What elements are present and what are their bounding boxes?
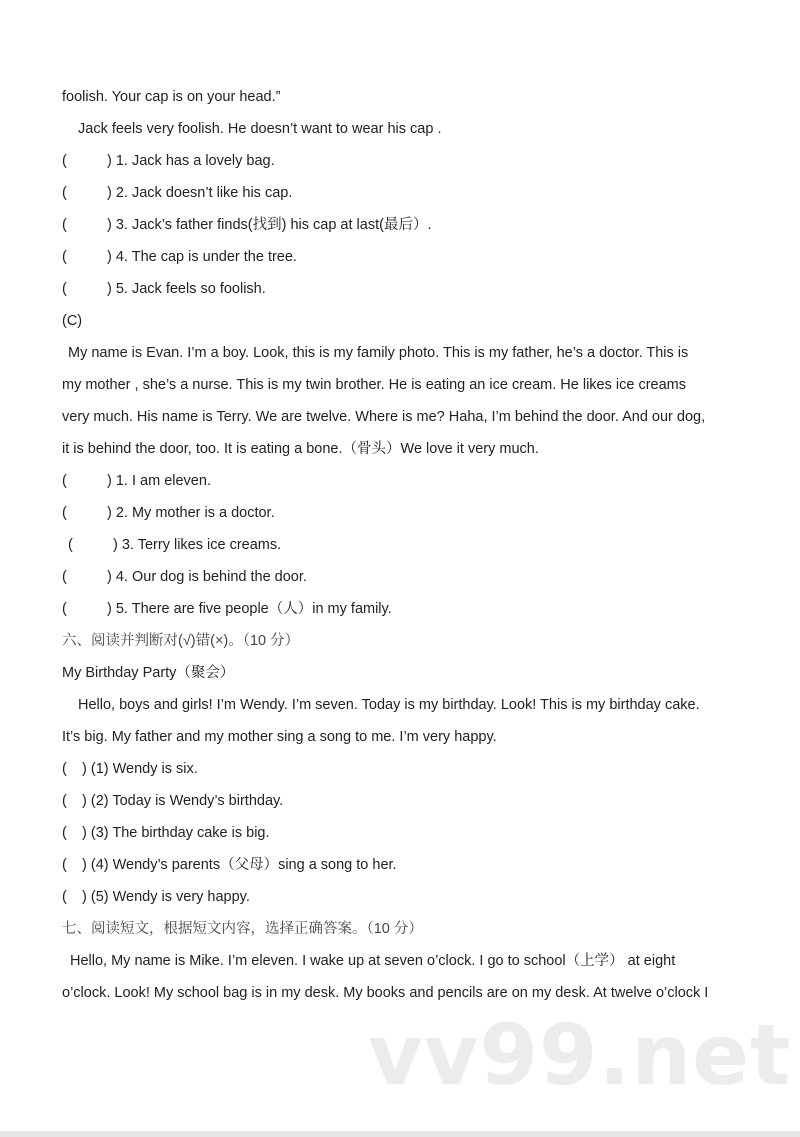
- passage-line: it is behind the door, too. It is eating a bone.（骨头）We love it very much.: [62, 441, 539, 457]
- section-7-heading: 七、阅读短文，根据短文内容，选择正确答案。（10 分）: [62, 921, 423, 937]
- passage-line: Hello, My name is Mike. I’m eleven. I wake up at seven o’clock. I go to school（上学） at eight: [70, 953, 676, 969]
- worksheet-page: [62, 81, 727, 1009]
- question-6-3: ( ) (3) The birthday cake is big.: [62, 825, 270, 841]
- section-c-label: (C): [62, 313, 83, 329]
- watermark: vv99.net: [368, 1006, 792, 1104]
- passage-title: My Birthday Party（聚会）: [62, 665, 235, 681]
- question-6-1: ( ) (1) Wendy is six.: [62, 761, 198, 777]
- passage-line: o’clock. Look! My school bag is in my desk. My books and pencils are on my desk. At twelve o’clock I: [62, 985, 709, 1001]
- question-c2: ( ) 2. My mother is a doctor.: [62, 505, 275, 521]
- question-b4: ( ) 4. The cap is under the tree.: [62, 249, 297, 265]
- page-bottom-edge: [0, 1131, 800, 1137]
- passage-line: very much. His name is Terry. We are twelve. Where is me? Haha, I’m behind the door. And our dog,: [62, 409, 706, 425]
- passage-line: Hello, boys and girls! I’m Wendy. I’m seven. Today is my birthday. Look! This is my birthday cake.: [78, 697, 700, 713]
- question-6-2: ( ) (2) Today is Wendy’s birthday.: [62, 793, 284, 809]
- passage-line: my mother , she’s a nurse. This is my twin brother. He is eating an ice cream. He likes ice creams: [62, 377, 687, 393]
- question-b3: ( ) 3. Jack’s father finds(找到) his cap at last(最后）.: [62, 217, 432, 233]
- section-6-heading: 六、阅读并判断对(√)错(×)。（10 分）: [62, 633, 300, 649]
- question-c5: ( ) 5. There are five people（人）in my family.: [62, 601, 392, 617]
- question-b1: ( ) 1. Jack has a lovely bag.: [62, 153, 275, 169]
- question-c3: ( ) 3. Terry likes ice creams.: [68, 537, 282, 553]
- passage-line: foolish. Your cap is on your head.”: [62, 89, 281, 105]
- passage-line: It’s big. My father and my mother sing a song to me. I’m very happy.: [62, 729, 497, 745]
- question-6-4: ( ) (4) Wendy’s parents（父母）sing a song to her.: [62, 857, 397, 873]
- question-6-5: ( ) (5) Wendy is very happy.: [62, 889, 250, 905]
- question-c4: ( ) 4. Our dog is behind the door.: [62, 569, 307, 585]
- question-c1: ( ) 1. I am eleven.: [62, 473, 211, 489]
- passage-line: Jack feels very foolish. He doesn’t want to wear his cap .: [78, 121, 442, 137]
- question-b5: ( ) 5. Jack feels so foolish.: [62, 281, 266, 297]
- passage-line: My name is Evan. I’m a boy. Look, this is my family photo. This is my father, he’s a doctor. This is: [68, 345, 689, 361]
- question-b2: ( ) 2. Jack doesn’t like his cap.: [62, 185, 293, 201]
